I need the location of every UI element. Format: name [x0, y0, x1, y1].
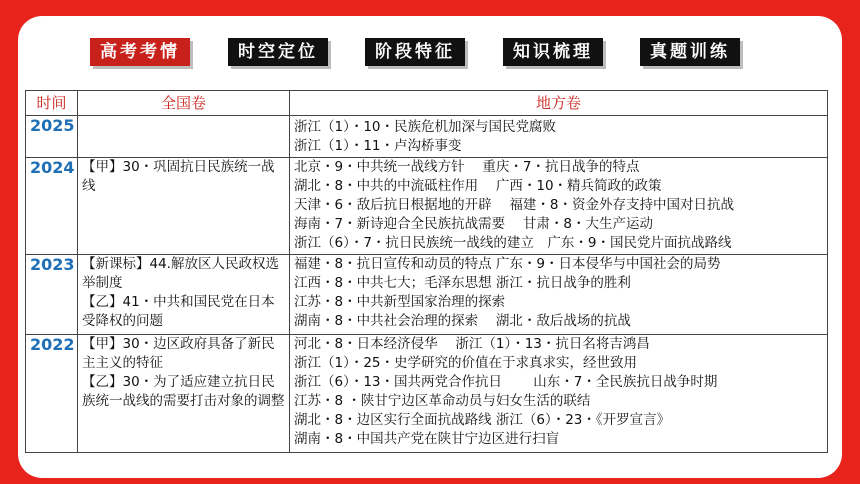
local-cell	[290, 158, 828, 255]
local-item: 湖北・8・中共的中流砥柱作用 广西・10・精兵简政的政策	[294, 178, 662, 194]
year-cell: 2025	[26, 116, 78, 158]
table-row	[26, 116, 828, 158]
tab-bar	[0, 38, 860, 68]
table-header-row	[26, 91, 828, 116]
local-item: 江西・8・中共七大；毛泽东思想 浙江・抗日战争的胜利	[294, 275, 631, 291]
local-item: 江苏・8 ・陕甘宁边区革命动员与妇女生活的联结	[294, 393, 591, 409]
local-cell	[290, 116, 828, 158]
national-cell	[78, 335, 290, 453]
local-item: 浙江（1）・25・史学研究的价值在于求真求实，经世致用	[294, 355, 638, 371]
local-item: 浙江（1）・10・民族危机加深与国民党腐败	[294, 119, 557, 135]
local-cell	[290, 335, 828, 453]
local-item: 海南・7・新诗迎合全民族抗战需要 甘肃・8・大生产运动	[294, 216, 653, 232]
local-item: 浙江（1）・11・卢沟桥事变	[294, 138, 462, 154]
header-national: 全国卷	[78, 91, 290, 116]
table-row	[26, 158, 828, 255]
local-item: 湖北・8・边区实行全面抗战路线 浙江（6）・23・《开罗宣言》	[294, 412, 671, 428]
year-cell: 2023	[26, 255, 78, 335]
local-item: 浙江（6）・7・抗日民族统一战线的建立 广东・9・国民党片面抗战路线	[294, 235, 732, 251]
table-row	[26, 255, 828, 335]
national-cell	[78, 255, 290, 335]
national-cell	[78, 158, 290, 255]
exam-table	[25, 90, 828, 453]
national-item: 【甲】30・边区政府具备了新民主主义的特征	[82, 336, 275, 371]
local-item: 湖南・8・中共社会治理的探索 湖北・敌后战场的抗战	[294, 313, 631, 329]
year-cell: 2024	[26, 158, 78, 255]
local-cell	[290, 255, 828, 335]
year-cell: 2022	[26, 335, 78, 453]
local-item: 江苏・8・中共新型国家治理的探索	[294, 294, 506, 310]
tab-zhishi-shuli[interactable]: 知识梳理	[503, 38, 603, 66]
national-cell	[78, 116, 290, 158]
local-item: 湖南・8・中国共产党在陕甘宁边区进行扫盲	[294, 431, 560, 447]
header-time: 时间	[26, 91, 78, 116]
national-item: 【甲】30・巩固抗日民族统一战线	[82, 159, 275, 194]
tab-gaokao-kaoqing[interactable]: 高考考情	[90, 38, 190, 66]
national-item: 【新课标】44.解放区人民政权选举制度	[82, 256, 279, 291]
local-item: 河北・8・日本经济侵华 浙江（1）・13・抗日名将吉鸿昌	[294, 336, 650, 352]
local-item: 天津・6・敌后抗日根据地的开辟 福建・8・资金外存支持中国对日抗战	[294, 197, 734, 213]
tab-zhenti-xunlian[interactable]: 真题训练	[640, 38, 740, 66]
header-local: 地方卷	[290, 91, 828, 116]
tab-shikong-dingwei[interactable]: 时空定位	[228, 38, 328, 66]
local-item: 浙江（6）・13・国共两党合作抗日 山东・7・全民族抗日战争时期	[294, 374, 718, 390]
national-item: 【乙】41・中共和国民党在日本受降权的问题	[82, 294, 275, 329]
national-item: 【乙】30・为了适应建立抗日民族统一战线的需要打击对象的调整	[82, 374, 285, 409]
local-item: 福建・8・抗日宣传和动员的特点 广东・9・日本侵华与中国社会的局势	[294, 256, 721, 272]
tab-jieduan-tezheng[interactable]: 阶段特征	[365, 38, 465, 66]
local-item: 北京・9・中共统一战线方针 重庆・7・抗日战争的特点	[294, 159, 640, 175]
table-row	[26, 335, 828, 453]
